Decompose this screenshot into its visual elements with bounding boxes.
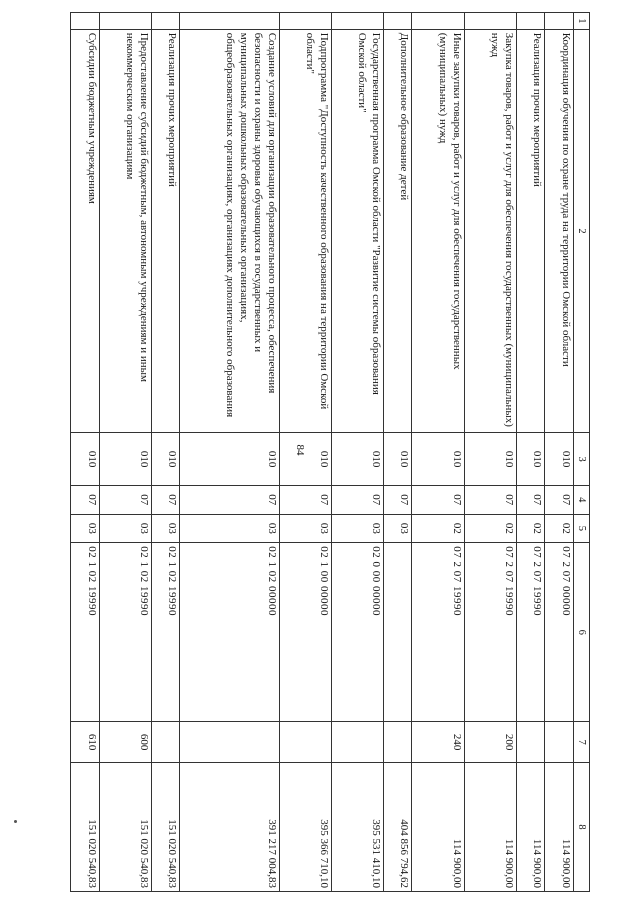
- cell-blank: [464, 13, 516, 30]
- header-cell: 8: [573, 762, 589, 891]
- header-row: [573, 13, 589, 892]
- cell-col4: 07: [279, 485, 331, 514]
- rotated-table-frame: [70, 12, 590, 892]
- cell-col4: 07: [99, 485, 151, 514]
- cell-name: Создание условий для организации образовательного процесса, обеспечения безопасности и охраны здоровья обучающихся в государственных и муниципальных дошкольных образовательных организациях, общеобразовательных организациях, организациях дополнительного образования: [180, 29, 279, 433]
- table-row: [180, 13, 279, 892]
- cell-col4: 07: [331, 485, 383, 514]
- table-row: [464, 13, 516, 892]
- cell-col7: [331, 722, 383, 763]
- cell-col4: 07: [180, 485, 279, 514]
- cell-col4: 07: [383, 485, 412, 514]
- cell-col3: 010: [545, 433, 574, 486]
- cell-col5: 02: [545, 514, 574, 543]
- cell-blank: [516, 13, 545, 30]
- cell-col6: 02 1 02 00000: [180, 543, 279, 722]
- cell-col5: 02: [464, 514, 516, 543]
- cell-col8: 395 531 410,10: [331, 762, 383, 891]
- cell-col5: 02: [516, 514, 545, 543]
- cell-col5: 03: [99, 514, 151, 543]
- cell-col7: [151, 722, 180, 763]
- cell-col7: 200: [464, 722, 516, 763]
- cell-col3: 010: [99, 433, 151, 486]
- header-cell: 2: [573, 29, 589, 433]
- cell-col5: 02: [412, 514, 464, 543]
- cell-name: Субсидии бюджетным учреждениям: [71, 29, 100, 433]
- cell-col6: 07 2 07 00000: [545, 543, 574, 722]
- cell-blank: [71, 13, 100, 30]
- table-row: [412, 13, 464, 892]
- header-cell: 1: [573, 13, 589, 30]
- cell-col3: 010: [180, 433, 279, 486]
- cell-col8: 391 217 004,83: [180, 762, 279, 891]
- cell-col6: 07 2 07 19990: [516, 543, 545, 722]
- scan-dot: [14, 820, 17, 823]
- page-number: 84: [294, 444, 306, 456]
- cell-col7: [516, 722, 545, 763]
- cell-name: Реализация прочих мероприятий: [151, 29, 180, 433]
- cell-col8: 114 900,00: [464, 762, 516, 891]
- cell-col4: 07: [151, 485, 180, 514]
- cell-name: Дополнительное образование детей: [383, 29, 412, 433]
- cell-col6: 07 2 07 19990: [412, 543, 464, 722]
- cell-blank: [180, 13, 279, 30]
- cell-col8: 151 020 540,83: [151, 762, 180, 891]
- cell-col8: 114 900,00: [516, 762, 545, 891]
- cell-col8: 151 020 540,83: [99, 762, 151, 891]
- cell-col3: 010: [412, 433, 464, 486]
- cell-col6: 02 0 00 00000: [331, 543, 383, 722]
- cell-blank: [545, 13, 574, 30]
- cell-name: Закупка товаров, работ и услуг для обеспечения государственных (муниципальных) нужд: [464, 29, 516, 433]
- header-cell: 6: [573, 543, 589, 722]
- cell-col3: 010: [464, 433, 516, 486]
- table-row: [331, 13, 383, 892]
- cell-col6: 02 1 02 19990: [151, 543, 180, 722]
- table-row: [516, 13, 545, 892]
- cell-col8: 114 900,00: [412, 762, 464, 891]
- cell-col4: 07: [71, 485, 100, 514]
- table-row: [71, 13, 100, 892]
- cell-col7: [383, 722, 412, 763]
- cell-col7: [180, 722, 279, 763]
- cell-col6: 02 1 02 19990: [71, 543, 100, 722]
- cell-col6: 07 2 07 19990: [464, 543, 516, 722]
- cell-col4: 07: [545, 485, 574, 514]
- table-row: [279, 13, 331, 892]
- budget-table: [70, 12, 590, 892]
- cell-col5: 03: [71, 514, 100, 543]
- cell-col4: 07: [516, 485, 545, 514]
- cell-col8: 151 020 540,83: [71, 762, 100, 891]
- table-row: [151, 13, 180, 892]
- cell-col5: 03: [331, 514, 383, 543]
- cell-col3: 010: [383, 433, 412, 486]
- cell-col6: 02 1 00 00000: [279, 543, 331, 722]
- cell-col4: 07: [412, 485, 464, 514]
- header-cell: 7: [573, 722, 589, 763]
- cell-blank: [383, 13, 412, 30]
- cell-col8: 395 366 710,10: [279, 762, 331, 891]
- budget-sheet: [70, 12, 590, 892]
- cell-blank: [331, 13, 383, 30]
- cell-col6: 02 1 02 19990: [99, 543, 151, 722]
- cell-name: Государственная программа Омской области "Развитие системы образования Омской области": [331, 29, 383, 433]
- cell-name: Координация обучения по охране труда на территории Омской области: [545, 29, 574, 433]
- cell-col8: 114 900,00: [545, 762, 574, 891]
- cell-col3: 010: [279, 433, 331, 486]
- cell-blank: [151, 13, 180, 30]
- cell-name: Реализация прочих мероприятий: [516, 29, 545, 433]
- cell-col7: 600: [99, 722, 151, 763]
- header-cell: 5: [573, 514, 589, 543]
- cell-name: Иные закупки товаров, работ и услуг для обеспечения государственных (муниципальных) нужд: [412, 29, 464, 433]
- cell-col7: 610: [71, 722, 100, 763]
- cell-blank: [279, 13, 331, 30]
- header-cell: 4: [573, 485, 589, 514]
- cell-col4: 07: [464, 485, 516, 514]
- cell-col3: 010: [516, 433, 545, 486]
- cell-name: Предоставление субсидий бюджетным, автономным учреждениям и иным некоммерческим организациям: [99, 29, 151, 433]
- cell-col3: 010: [71, 433, 100, 486]
- cell-blank: [99, 13, 151, 30]
- cell-blank: [412, 13, 464, 30]
- table-row: [545, 13, 574, 892]
- table-row: [99, 13, 151, 892]
- cell-col7: [545, 722, 574, 763]
- cell-col7: 240: [412, 722, 464, 763]
- cell-name: Подпрограмма "Доступность качественного образования на территории Омской области": [279, 29, 331, 433]
- cell-col5: 03: [151, 514, 180, 543]
- cell-col5: 03: [180, 514, 279, 543]
- cell-col3: 010: [151, 433, 180, 486]
- cell-col6: [383, 543, 412, 722]
- cell-col5: 03: [279, 514, 331, 543]
- cell-col3: 010: [331, 433, 383, 486]
- cell-col8: 404 856 794,62: [383, 762, 412, 891]
- table-row: [383, 13, 412, 892]
- cell-col7: [279, 722, 331, 763]
- cell-col5: 03: [383, 514, 412, 543]
- header-cell: 3: [573, 433, 589, 486]
